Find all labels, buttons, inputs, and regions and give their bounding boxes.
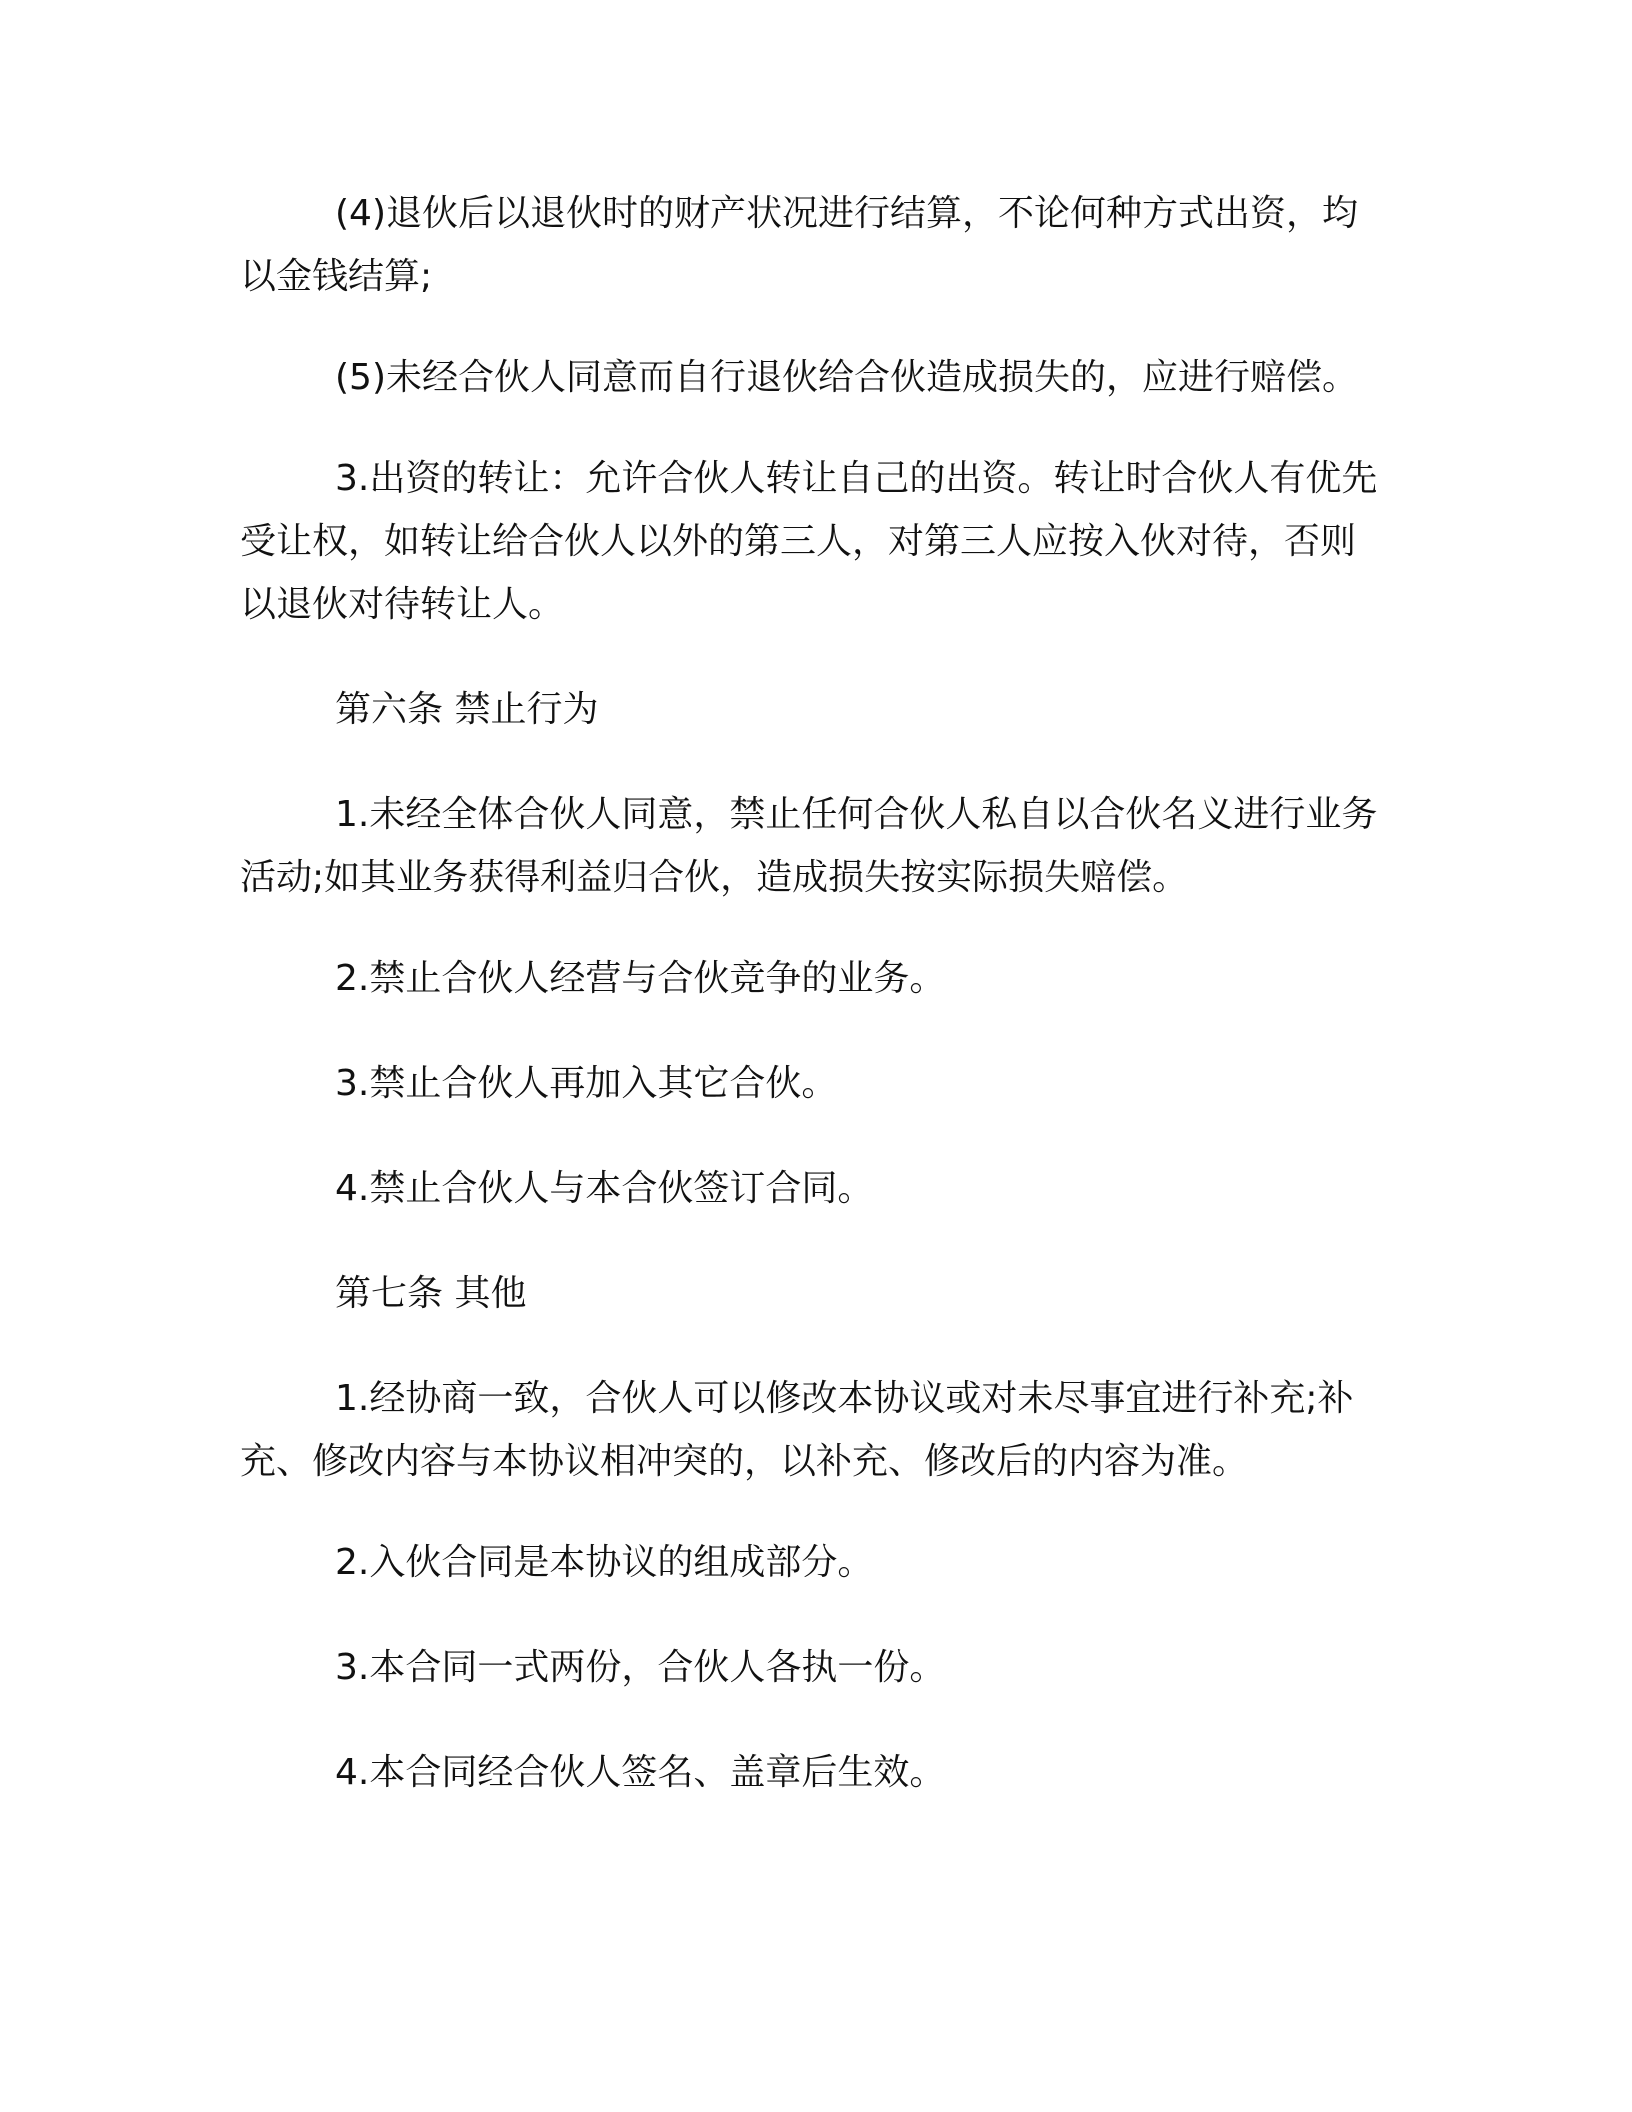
clause-6-heading: 第六条 禁止行为 [335, 689, 599, 730]
clause-7-heading: 第七条 其他 [335, 1273, 527, 1314]
clause-7-item-1: 1.经协商一致，合伙人可以修改本协议或对未尽事宜进行补充;补充、修改内容与本协议相冲突的，以补充、修改后的内容为准。 [240, 1378, 1354, 1482]
clause-6-item-1: 1.未经全体合伙人同意，禁止任何合伙人私自以合伙名义进行业务活动;如其业务获得利益归合伙，造成损失按实际损失赔偿。 [240, 794, 1378, 898]
clause-5-transfer: 3.出资的转让：允许合伙人转让自己的出资。转让时合伙人有优先受让权，如转让给合伙人以外的第三人，对第三人应按入伙对待，否则以退伙对待转让人。 [240, 458, 1378, 625]
clause-7-item-3: 3.本合同一式两份，合伙人各执一份。 [335, 1647, 946, 1688]
document-body [240, 182, 1385, 1804]
clause-6-item-4: 4.禁止合伙人与本合伙签订合同。 [335, 1168, 874, 1209]
clause-6-item-2: 2.禁止合伙人经营与合伙竞争的业务。 [335, 958, 946, 999]
clause-6-item-3: 3.禁止合伙人再加入其它合伙。 [335, 1063, 838, 1104]
clause-7-item-2: 2.入伙合同是本协议的组成部分。 [335, 1542, 874, 1583]
clause-5-item-5: (5)未经合伙人同意而自行退伙给合伙造成损失的，应进行赔偿。 [335, 357, 1358, 398]
clause-5-item-4: (4)退伙后以退伙时的财产状况进行结算，不论何种方式出资，均以金钱结算; [240, 193, 1358, 297]
clause-7-item-4: 4.本合同经合伙人签名、盖章后生效。 [335, 1752, 946, 1793]
